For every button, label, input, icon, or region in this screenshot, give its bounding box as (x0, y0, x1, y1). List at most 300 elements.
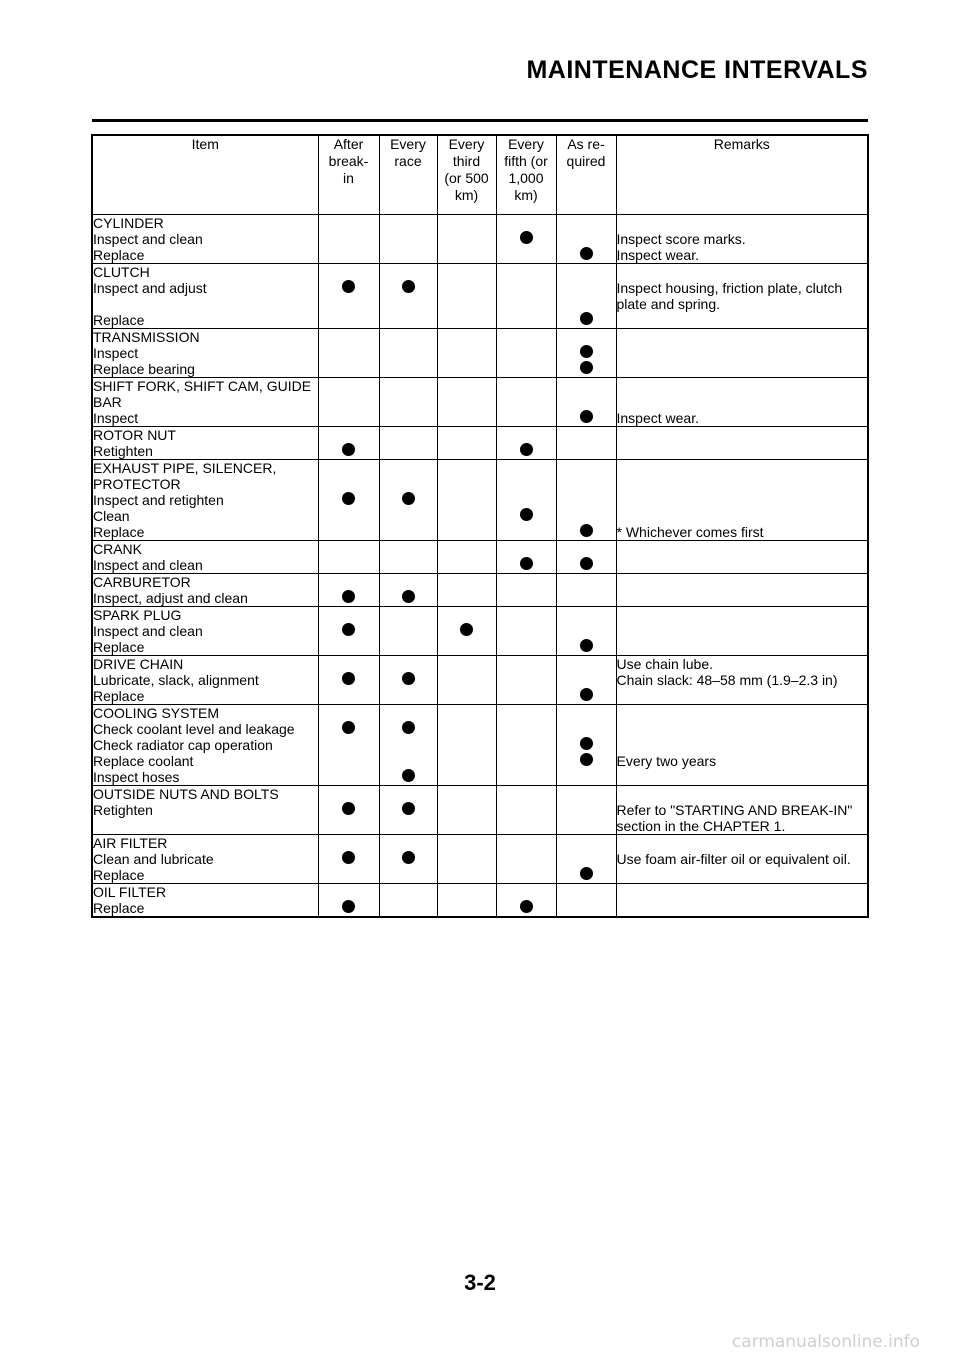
header-as-required (556, 135, 616, 215)
empty-cell (437, 329, 496, 346)
empty-cell (437, 524, 496, 541)
page-title: MAINTENANCE INTERVALS (526, 56, 868, 84)
interval-mark-cell (318, 590, 379, 607)
empty-cell (437, 656, 496, 673)
section-title-row (92, 786, 868, 803)
interval-mark-cell (318, 623, 379, 639)
table-row (92, 623, 868, 639)
filled-circle-icon (402, 590, 415, 603)
empty-cell (496, 721, 556, 737)
header-line: 1,000 (508, 170, 544, 186)
empty-cell (379, 247, 437, 264)
empty-cell (379, 737, 437, 753)
section-title-row (92, 541, 868, 558)
interval-mark-cell (556, 345, 616, 361)
empty-cell (496, 264, 556, 281)
row-item: Replace bearing (92, 361, 318, 378)
empty-cell (379, 639, 437, 656)
empty-cell (437, 492, 496, 508)
empty-cell (556, 900, 616, 917)
interval-mark-cell (379, 672, 437, 688)
section-remark (616, 705, 868, 722)
row-remark: Chain slack: 48–58 mm (1.9–2.3 in) (616, 672, 868, 688)
empty-cell (437, 672, 496, 688)
empty-cell (318, 705, 379, 722)
filled-circle-icon (402, 802, 415, 815)
interval-mark-cell (379, 802, 437, 835)
empty-cell (318, 656, 379, 673)
interval-mark-cell (556, 867, 616, 884)
empty-cell (379, 215, 437, 232)
row-remark: * Whichever comes first (616, 524, 868, 541)
empty-cell (437, 900, 496, 917)
empty-cell (318, 639, 379, 656)
section-title-row (92, 884, 868, 901)
row-item: Replace coolant (92, 753, 318, 769)
interval-mark-cell (318, 672, 379, 688)
empty-cell (437, 721, 496, 737)
empty-cell (318, 753, 379, 769)
row-remark (616, 623, 868, 639)
table-row (92, 851, 868, 867)
row-remark (616, 737, 868, 753)
row-remark (616, 688, 868, 705)
row-remark (616, 900, 868, 917)
interval-mark-cell (556, 312, 616, 329)
section-remark (616, 574, 868, 591)
header-after-break-in (318, 135, 379, 215)
table-row (92, 900, 868, 917)
row-item: Inspect and retighten (92, 492, 318, 508)
section-title: COOLING SYSTEM (92, 705, 318, 722)
empty-cell (556, 492, 616, 508)
empty-cell (556, 769, 616, 786)
section-title: EXHAUST PIPE, SILENCER, PROTECTOR (92, 460, 318, 493)
empty-cell (437, 769, 496, 786)
filled-circle-icon (342, 623, 355, 636)
empty-cell (379, 231, 437, 247)
empty-cell (556, 574, 616, 591)
filled-circle-icon (402, 672, 415, 685)
filled-circle-icon (580, 312, 593, 325)
empty-cell (379, 524, 437, 541)
section-title: CLUTCH (92, 264, 318, 281)
filled-circle-icon (342, 280, 355, 293)
table-row (92, 639, 868, 656)
empty-cell (496, 867, 556, 884)
table-row (92, 508, 868, 524)
table-row (92, 867, 868, 884)
header-remarks (616, 135, 868, 215)
section-remark (616, 264, 868, 281)
section-title: CRANK (92, 541, 318, 558)
table-row (92, 410, 868, 427)
row-remark (616, 557, 868, 574)
empty-cell (379, 361, 437, 378)
row-item: Inspect and adjust (92, 280, 318, 312)
empty-cell (496, 639, 556, 656)
empty-cell (379, 508, 437, 524)
empty-cell (379, 867, 437, 884)
row-item: Lubricate, slack, alignment (92, 672, 318, 688)
filled-circle-icon (580, 557, 593, 570)
table-row (92, 361, 868, 378)
empty-cell (496, 361, 556, 378)
empty-cell (437, 607, 496, 624)
empty-cell (318, 867, 379, 884)
empty-cell (496, 247, 556, 264)
empty-cell (437, 378, 496, 411)
empty-cell (496, 345, 556, 361)
empty-cell (496, 590, 556, 607)
table-row (92, 688, 868, 705)
empty-cell (379, 884, 437, 901)
empty-cell (556, 786, 616, 803)
empty-cell (379, 623, 437, 639)
section-title-row (92, 574, 868, 591)
interval-mark-cell (556, 737, 616, 753)
interval-mark-cell (556, 361, 616, 378)
header-line: Every (448, 136, 485, 152)
filled-circle-icon (402, 851, 415, 864)
row-item: Replace (92, 639, 318, 656)
empty-cell (379, 786, 437, 803)
filled-circle-icon (580, 737, 593, 750)
section-title-row (92, 656, 868, 673)
empty-cell (556, 835, 616, 852)
row-remark (616, 312, 868, 329)
filled-circle-icon (460, 623, 473, 636)
empty-cell (556, 705, 616, 722)
section-title: CYLINDER (92, 215, 318, 232)
empty-cell (318, 312, 379, 329)
table-row (92, 802, 868, 835)
empty-cell (318, 541, 379, 558)
empty-cell (437, 361, 496, 378)
interval-mark-cell (556, 247, 616, 264)
empty-cell (437, 557, 496, 574)
header-line: third (452, 153, 481, 169)
empty-cell (556, 721, 616, 737)
interval-mark-cell (318, 280, 379, 312)
filled-circle-icon (520, 443, 533, 456)
empty-cell (556, 427, 616, 444)
filled-circle-icon (342, 443, 355, 456)
interval-mark-cell (318, 721, 379, 737)
empty-cell (496, 835, 556, 852)
empty-cell (496, 884, 556, 901)
header-item (92, 135, 318, 215)
row-item: Check radiator cap operation (92, 737, 318, 753)
interval-mark-cell (556, 557, 616, 574)
table-row (92, 721, 868, 737)
interval-mark-cell (379, 280, 437, 312)
interval-mark-cell (379, 492, 437, 508)
table-row (92, 737, 868, 753)
empty-cell (496, 312, 556, 329)
interval-mark-cell (556, 639, 616, 656)
empty-cell (379, 705, 437, 722)
empty-cell (437, 280, 496, 312)
interval-mark-cell (379, 769, 437, 786)
section-title: AIR FILTER (92, 835, 318, 852)
empty-cell (379, 557, 437, 574)
empty-cell (379, 656, 437, 673)
section-title-row (92, 264, 868, 281)
header-line: Every (390, 136, 426, 152)
empty-cell (318, 264, 379, 281)
empty-cell (437, 443, 496, 460)
table-row (92, 672, 868, 688)
empty-cell (379, 378, 437, 411)
empty-cell (318, 231, 379, 247)
title-rule (92, 119, 868, 122)
interval-mark-cell (496, 508, 556, 524)
section-title: SHIFT FORK, SHIFT CAM, GUIDE BAR (92, 378, 318, 411)
empty-cell (318, 835, 379, 852)
interval-mark-cell (318, 492, 379, 508)
table-row (92, 231, 868, 247)
row-item: Inspect (92, 345, 318, 361)
empty-cell (437, 541, 496, 558)
row-item: Replace (92, 524, 318, 541)
empty-cell (437, 851, 496, 867)
row-item: Retighten (92, 802, 318, 835)
empty-cell (379, 835, 437, 852)
header-every-fifth (496, 135, 556, 215)
table-row (92, 557, 868, 574)
header-line: Item (191, 136, 219, 152)
section-remark (616, 607, 868, 624)
empty-cell (496, 378, 556, 411)
filled-circle-icon (520, 231, 533, 244)
header-line: km) (514, 187, 538, 203)
table-row (92, 247, 868, 264)
interval-mark-cell (318, 900, 379, 917)
header-line: in (343, 170, 354, 186)
maintenance-intervals-table (91, 134, 869, 918)
empty-cell (379, 688, 437, 705)
empty-cell (437, 247, 496, 264)
header-line: race (394, 153, 422, 169)
section-remark (616, 378, 868, 411)
row-remark: Inspect wear. (616, 247, 868, 264)
empty-cell (437, 427, 496, 444)
filled-circle-icon (580, 345, 593, 358)
row-item: Replace (92, 867, 318, 884)
row-item: Replace (92, 688, 318, 705)
table-row (92, 280, 868, 312)
header-every-race (379, 135, 437, 215)
empty-cell (379, 574, 437, 591)
empty-cell (556, 378, 616, 411)
empty-cell (318, 737, 379, 753)
empty-cell (556, 508, 616, 524)
empty-cell (556, 541, 616, 558)
empty-cell (556, 280, 616, 312)
table-row (92, 312, 868, 329)
table-row (92, 769, 868, 786)
section-remark (616, 835, 868, 852)
header-line: break- (328, 153, 369, 169)
row-remark (616, 867, 868, 884)
empty-cell (379, 607, 437, 624)
interval-mark-cell (318, 802, 379, 835)
empty-cell (318, 361, 379, 378)
header-line: Remarks (713, 136, 770, 152)
empty-cell (318, 769, 379, 786)
empty-cell (556, 851, 616, 867)
row-remark: Refer to "STARTING AND BREAK-IN" section in the CHAPTER 1. (616, 802, 868, 835)
empty-cell (379, 427, 437, 444)
empty-cell (496, 607, 556, 624)
empty-cell (318, 557, 379, 574)
empty-cell (379, 345, 437, 361)
empty-cell (318, 524, 379, 541)
empty-cell (318, 574, 379, 591)
empty-cell (496, 705, 556, 722)
table-row (92, 492, 868, 508)
section-remark (616, 329, 868, 346)
empty-cell (556, 231, 616, 247)
row-remark (616, 769, 868, 786)
section-remark (616, 884, 868, 901)
filled-circle-icon (402, 769, 415, 782)
empty-cell (437, 884, 496, 901)
empty-cell (318, 345, 379, 361)
empty-cell (496, 656, 556, 673)
empty-cell (437, 264, 496, 281)
empty-cell (496, 688, 556, 705)
section-title-row (92, 705, 868, 722)
interval-mark-cell (496, 443, 556, 460)
empty-cell (496, 737, 556, 753)
empty-cell (318, 215, 379, 232)
filled-circle-icon (342, 672, 355, 685)
empty-cell (318, 508, 379, 524)
empty-cell (318, 786, 379, 803)
empty-cell (556, 672, 616, 688)
empty-cell (556, 215, 616, 232)
empty-cell (437, 688, 496, 705)
empty-cell (496, 410, 556, 427)
empty-cell (437, 508, 496, 524)
interval-mark-cell (318, 443, 379, 460)
row-item: Retighten (92, 443, 318, 460)
empty-cell (496, 851, 556, 867)
empty-cell (437, 867, 496, 884)
interval-mark-cell (556, 410, 616, 427)
row-item: Inspect hoses (92, 769, 318, 786)
filled-circle-icon (580, 524, 593, 537)
section-title-row (92, 427, 868, 444)
row-remark (616, 443, 868, 460)
row-item: Inspect and clean (92, 557, 318, 574)
empty-cell (437, 802, 496, 835)
empty-cell (379, 264, 437, 281)
row-remark: Inspect wear. (616, 410, 868, 427)
empty-cell (437, 312, 496, 329)
interval-mark-cell (496, 900, 556, 917)
section-title: OUTSIDE NUTS AND BOLTS (92, 786, 318, 803)
empty-cell (496, 753, 556, 769)
empty-cell (556, 460, 616, 493)
empty-cell (496, 460, 556, 493)
empty-cell (318, 607, 379, 624)
row-item: Inspect and clean (92, 231, 318, 247)
empty-cell (437, 835, 496, 852)
empty-cell (379, 443, 437, 460)
filled-circle-icon (342, 721, 355, 734)
empty-cell (437, 786, 496, 803)
filled-circle-icon (402, 280, 415, 293)
header-line: As re- (567, 136, 605, 152)
empty-cell (496, 769, 556, 786)
filled-circle-icon (580, 688, 593, 701)
row-item: Check coolant level and leakage (92, 721, 318, 737)
empty-cell (437, 639, 496, 656)
filled-circle-icon (580, 247, 593, 260)
filled-circle-icon (342, 590, 355, 603)
empty-cell (496, 329, 556, 346)
row-remark (616, 508, 868, 524)
section-title-row (92, 607, 868, 624)
table-row (92, 590, 868, 607)
empty-cell (318, 884, 379, 901)
empty-cell (437, 574, 496, 591)
interval-mark-cell (556, 688, 616, 705)
interval-mark-cell (318, 851, 379, 867)
row-remark (616, 345, 868, 361)
section-title: SPARK PLUG (92, 607, 318, 624)
empty-cell (437, 753, 496, 769)
header-line: quired (566, 153, 606, 169)
section-remark (616, 460, 868, 493)
section-remark (616, 215, 868, 232)
empty-cell (379, 541, 437, 558)
filled-circle-icon (402, 721, 415, 734)
filled-circle-icon (580, 753, 593, 766)
filled-circle-icon (520, 900, 533, 913)
empty-cell (379, 460, 437, 493)
empty-cell (318, 410, 379, 427)
section-title-row (92, 378, 868, 411)
empty-cell (379, 312, 437, 329)
empty-cell (437, 460, 496, 493)
table-body (92, 215, 868, 918)
empty-cell (496, 786, 556, 803)
table-header-row (92, 135, 868, 215)
section-title: DRIVE CHAIN (92, 656, 318, 673)
empty-cell (437, 590, 496, 607)
row-remark (616, 590, 868, 607)
empty-cell (496, 215, 556, 232)
empty-cell (318, 688, 379, 705)
empty-cell (496, 574, 556, 591)
empty-cell (556, 590, 616, 607)
table-row (92, 524, 868, 541)
interval-mark-cell (379, 721, 437, 737)
empty-cell (496, 427, 556, 444)
row-remark (616, 721, 868, 737)
empty-cell (496, 280, 556, 312)
empty-cell (556, 264, 616, 281)
section-title: CARBURETOR (92, 574, 318, 591)
empty-cell (556, 443, 616, 460)
empty-cell (379, 329, 437, 346)
empty-cell (379, 753, 437, 769)
header-line: Every (508, 136, 544, 152)
